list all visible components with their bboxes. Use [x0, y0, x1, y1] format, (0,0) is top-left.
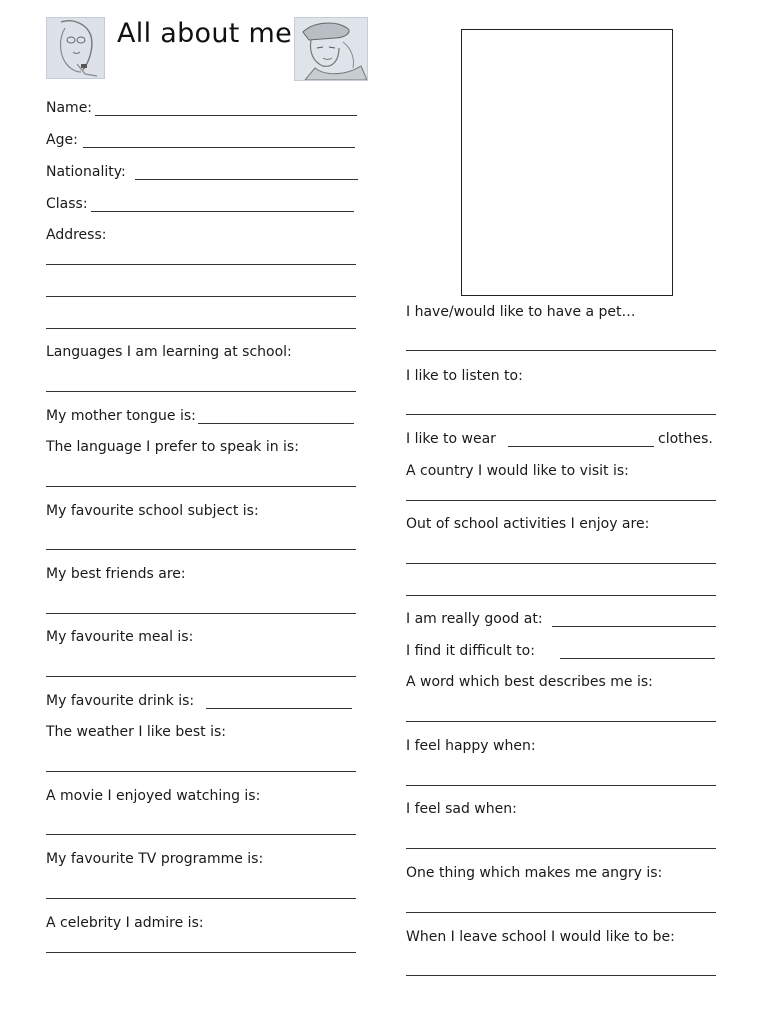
- meal-label: My favourite meal is:: [46, 629, 194, 645]
- activities-label: Out of school activities I enjoy are:: [406, 516, 650, 532]
- class-line[interactable]: [91, 211, 354, 212]
- wear-line[interactable]: [508, 446, 654, 447]
- wear-suffix-label: clothes.: [658, 431, 713, 447]
- movie-label: A movie I enjoyed watching is:: [46, 788, 261, 804]
- activities-line-2[interactable]: [406, 595, 716, 596]
- prefer-language-line[interactable]: [46, 486, 356, 487]
- name-label: Name:: [46, 100, 93, 116]
- prefer-language-label: The language I prefer to speak in is:: [46, 439, 299, 455]
- class-label: Class:: [46, 196, 88, 212]
- address-label: Address:: [46, 227, 107, 243]
- school-subject-line[interactable]: [46, 549, 356, 550]
- school-subject-label: My favourite school subject is:: [46, 503, 259, 519]
- address-line-3[interactable]: [46, 328, 356, 329]
- country-label: A country I would like to visit is:: [406, 463, 629, 479]
- happy-label: I feel happy when:: [406, 738, 536, 754]
- tv-line[interactable]: [46, 898, 356, 899]
- drink-line[interactable]: [206, 708, 352, 709]
- angry-line[interactable]: [406, 912, 716, 913]
- celebrity-label: A celebrity I admire is:: [46, 915, 204, 931]
- drink-label: My favourite drink is:: [46, 693, 195, 709]
- address-line-2[interactable]: [46, 296, 356, 297]
- weather-line[interactable]: [46, 771, 356, 772]
- boy-sketch-image: [294, 17, 368, 81]
- wear-label: I like to wear: [406, 431, 496, 447]
- pet-line[interactable]: [406, 350, 716, 351]
- mother-tongue-line[interactable]: [198, 423, 354, 424]
- mother-tongue-label: My mother tongue is:: [46, 408, 196, 424]
- address-line-1[interactable]: [46, 264, 356, 265]
- sad-label: I feel sad when:: [406, 801, 517, 817]
- page-title: All about me: [117, 18, 293, 49]
- tv-label: My favourite TV programme is:: [46, 851, 264, 867]
- celebrity-line[interactable]: [46, 952, 356, 953]
- difficult-line[interactable]: [560, 658, 715, 659]
- good-at-label: I am really good at:: [406, 611, 543, 627]
- meal-line[interactable]: [46, 676, 356, 677]
- difficult-label: I find it difficult to:: [406, 643, 535, 659]
- listen-label: I like to listen to:: [406, 368, 523, 384]
- movie-line[interactable]: [46, 834, 356, 835]
- best-friends-line[interactable]: [46, 613, 356, 614]
- angry-label: One thing which makes me angry is:: [406, 865, 663, 881]
- sad-line[interactable]: [406, 848, 716, 849]
- good-at-line[interactable]: [552, 626, 716, 627]
- photo-frame: [461, 29, 673, 296]
- happy-line[interactable]: [406, 785, 716, 786]
- leave-school-line[interactable]: [406, 975, 716, 976]
- languages-line[interactable]: [46, 391, 356, 392]
- nationality-label: Nationality:: [46, 164, 126, 180]
- girl-sketch-image: [46, 17, 105, 79]
- weather-label: The weather I like best is:: [46, 724, 226, 740]
- best-friends-label: My best friends are:: [46, 566, 186, 582]
- pet-label: I have/would like to have a pet…: [406, 304, 636, 320]
- listen-line[interactable]: [406, 414, 716, 415]
- activities-line-1[interactable]: [406, 563, 716, 564]
- age-label: Age:: [46, 132, 78, 148]
- languages-label: Languages I am learning at school:: [46, 344, 292, 360]
- name-line[interactable]: [95, 115, 357, 116]
- describes-me-label: A word which best describes me is:: [406, 674, 653, 690]
- country-line[interactable]: [406, 500, 716, 501]
- describes-me-line[interactable]: [406, 721, 716, 722]
- age-line[interactable]: [83, 147, 355, 148]
- nationality-line[interactable]: [135, 179, 358, 180]
- leave-school-label: When I leave school I would like to be:: [406, 929, 675, 945]
